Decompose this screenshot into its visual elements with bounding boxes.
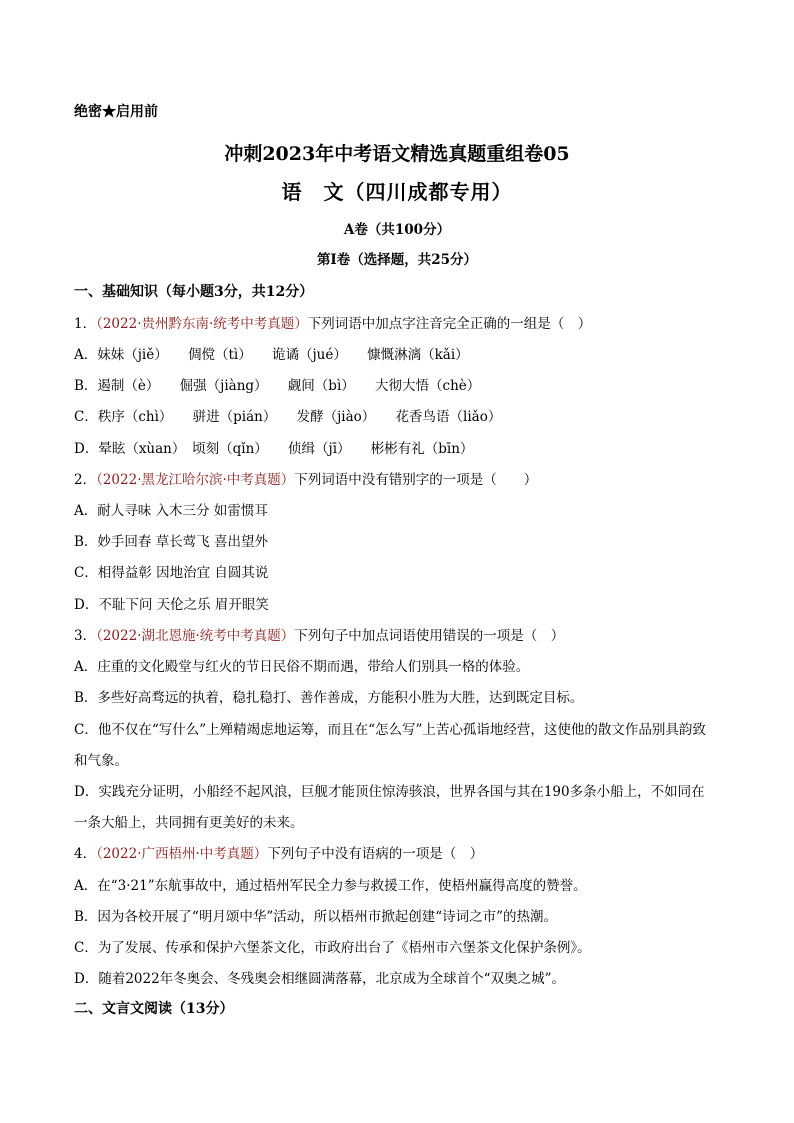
question-stem: 下列词语中没有错别字的一项是（ ） [294,472,538,488]
question-source: （2022·黑龙江哈尔滨·中考真题） [96,472,295,488]
option-c: C．他不仅在“写什么”上殚精竭虑地运筹，而且在“怎么写”上苦心孤诣地经营，这使他的散文作品别具韵致 [74,722,706,738]
question-2 [74,468,734,488]
section2-heading: 二、文言文阅读（13分） [74,1001,234,1017]
question-stem: 下列句子中没有语病的一项是（ ） [267,846,484,862]
question-1 [74,312,734,332]
option-d: D．不耻下问 天伦之乐 眉开眼笑 [74,597,269,613]
option-c-cont: 和气象。 [74,753,128,769]
question-4 [74,842,734,862]
question-3 [74,624,734,644]
option-d-cont: 一条大船上，共同拥有更美好的未来。 [74,815,304,831]
question-source: （2022·贵州黔东南·统考中考真题） [96,316,308,332]
question-number: 1． [74,316,97,332]
option-c: C．为了发展、传承和保护六堡茶文化，市政府出台了《梧州市六堡茶文化保护条例》。 [74,940,591,956]
part1-label: 第I卷（选择题，共25分） [316,252,478,268]
section1-heading: 一、基础知识（每小题3分，共12分） [74,284,314,300]
option-a: A．妹妹（jiě） 倜傥（tì） 诡谲（jué） 慷慨淋漓（kǎi） [74,347,469,363]
option-b: B．多些好高骛远的执着，稳扎稳打、善作善成，方能积小胜为大胜，达到既定目标。 [74,690,584,706]
question-stem: 下列词语中加点字注音完全正确的一组是（ ） [307,316,592,332]
option-d: D．实践充分证明，小船经不起风浪，巨舰才能顶住惊涛骇浪，世界各国与其在190多条小船上，不如同在 [74,784,705,800]
volume-a-label: A卷（共100分） [343,222,451,238]
option-d: D．晕眩（xùan） 顷刻（qǐn） 侦缉（jī） 彬彬有礼（bīn） [74,441,474,457]
option-a: A．在“3·21”东航事故中，通过梧州军民全力参与救援工作，使梧州赢得高度的赞誉。 [74,878,587,894]
question-number: 3． [74,628,97,644]
subject-title: 语 文（四川成都专用） [281,180,513,204]
question-number: 2． [74,472,97,488]
option-c: C．相得益彰 因地治宜 自圆其说 [74,565,269,581]
question-number: 4． [74,846,97,862]
question-source: （2022·广西梧州·中考真题） [96,846,268,862]
question-source: （2022·湖北恩施·统考中考真题） [96,628,295,644]
option-b: B．妙手回春 草长莺飞 喜出望外 [74,534,269,550]
confidential-mark: 绝密★启用前 [74,104,158,120]
option-b: B．因为各校开展了“明月颂中华”活动，所以梧州市掀起创建“诗词之市”的热潮。 [74,909,558,925]
exam-title: 冲刺2023年中考语文精选真题重组卷05 [224,143,570,165]
question-stem: 下列句子中加点词语使用错误的一项是（ ） [294,628,565,644]
option-b: B．遏制（è） 倔强（jiàng） 觑间（bì） 大彻大悟（chè） [74,378,481,394]
option-c: C．秩序（chì） 骈进（pián） 发酵（jiào） 花香鸟语（liǎo） [74,409,502,425]
option-a: A．庄重的文化殿堂与红火的节日民俗不期而遇，带给人们别具一格的体验。 [74,659,530,675]
option-a: A．耐人寻味 入木三分 如雷惯耳 [74,503,268,519]
option-d: D．随着2022年冬奥会、冬残奥会相继圆满落幕，北京成为全球首个“双奥之城”。 [74,971,565,987]
